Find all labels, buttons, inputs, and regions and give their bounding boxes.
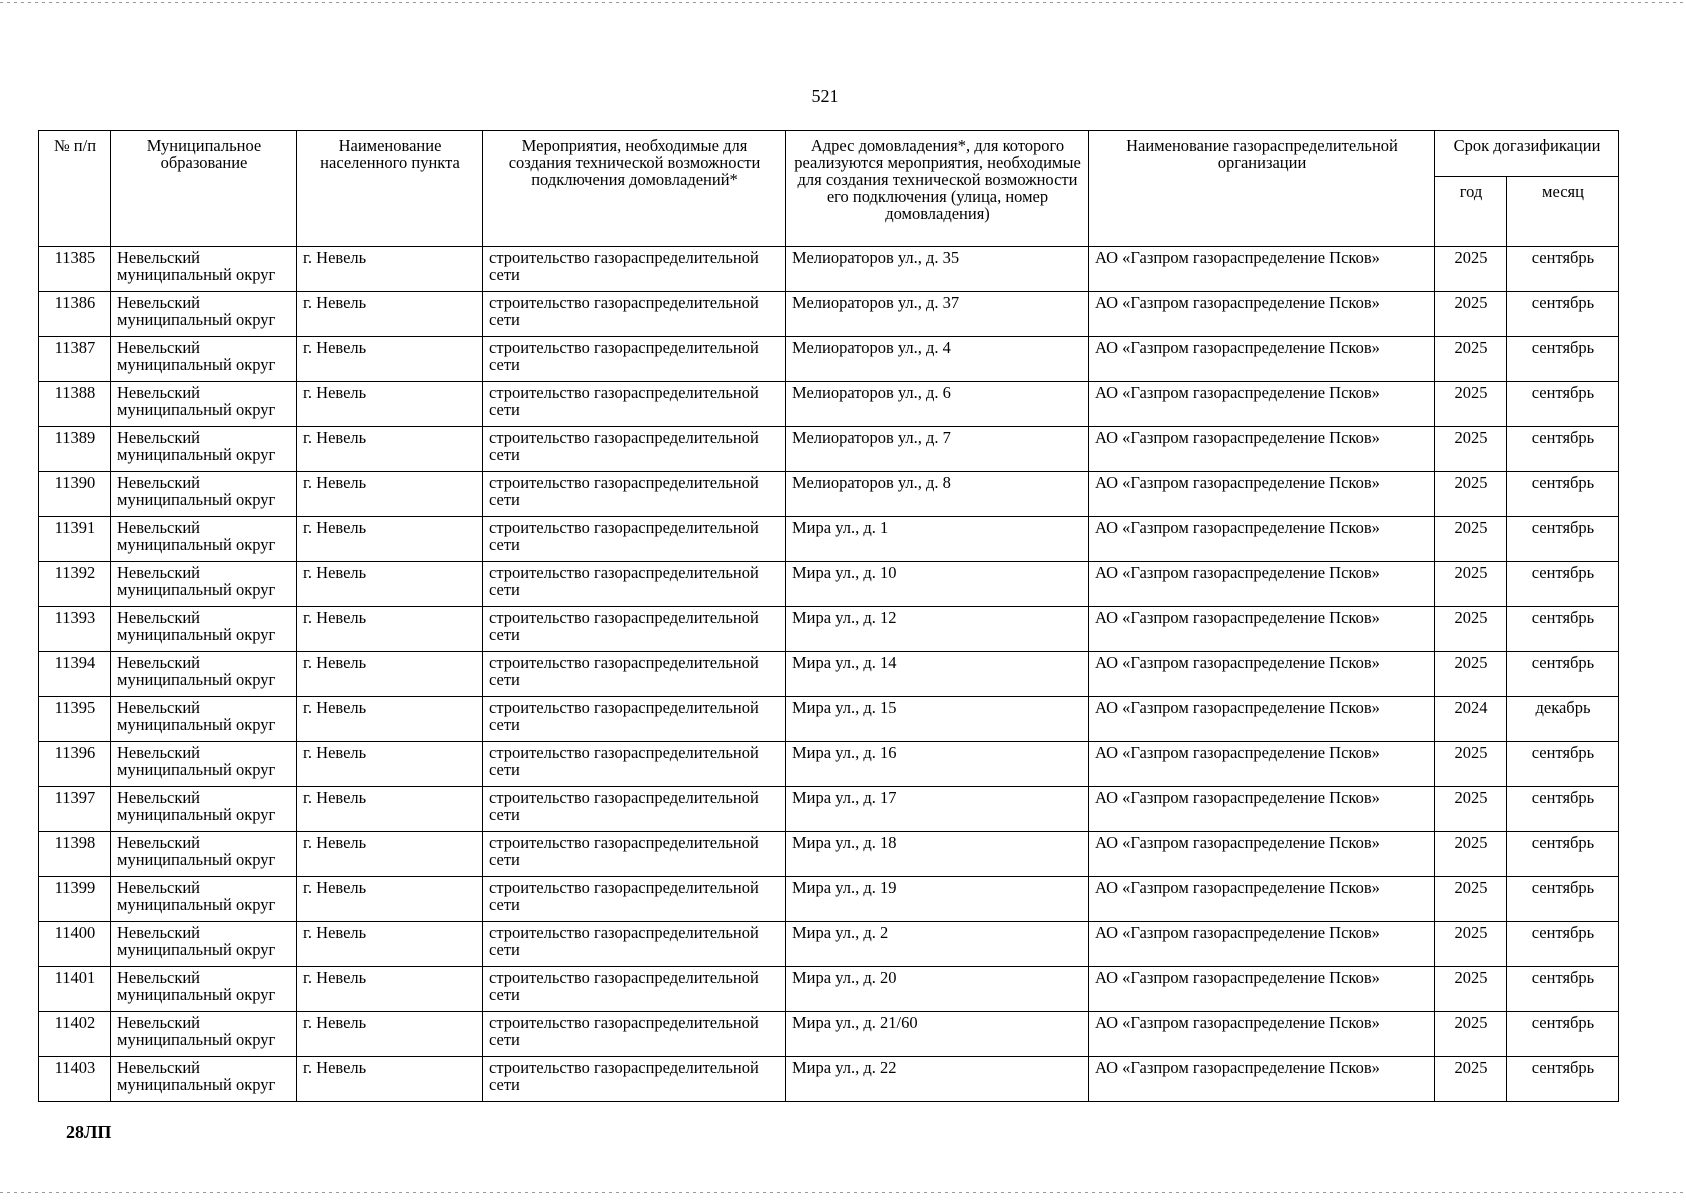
cell-organization: АО «Газпром газораспределение Псков» bbox=[1089, 292, 1435, 337]
header-organization: Наименование газораспределительной организации bbox=[1089, 131, 1435, 247]
cell-address: Мелиораторов ул., д. 8 bbox=[786, 472, 1089, 517]
cell-organization: АО «Газпром газораспределение Псков» bbox=[1089, 472, 1435, 517]
cell-organization: АО «Газпром газораспределение Псков» bbox=[1089, 607, 1435, 652]
cell-municipality: Невельский муниципальный округ bbox=[111, 337, 297, 382]
table-row bbox=[39, 652, 1619, 697]
cell-year: 2025 bbox=[1435, 472, 1507, 517]
cell-month: сентябрь bbox=[1507, 247, 1619, 292]
footer-code: 28ЛП bbox=[66, 1122, 112, 1142]
cell-year: 2025 bbox=[1435, 832, 1507, 877]
cell-address: Мелиораторов ул., д. 7 bbox=[786, 427, 1089, 472]
cell-settlement: г. Невель bbox=[297, 742, 483, 787]
table-row bbox=[39, 1057, 1619, 1102]
table-row bbox=[39, 922, 1619, 967]
cell-num: 11396 bbox=[39, 742, 111, 787]
cell-num: 11395 bbox=[39, 697, 111, 742]
cell-municipality: Невельский муниципальный округ bbox=[111, 742, 297, 787]
table-row bbox=[39, 382, 1619, 427]
cell-address: Мелиораторов ул., д. 35 bbox=[786, 247, 1089, 292]
cell-organization: АО «Газпром газораспределение Псков» bbox=[1089, 697, 1435, 742]
cell-num: 11387 bbox=[39, 337, 111, 382]
cell-month: сентябрь bbox=[1507, 427, 1619, 472]
cell-measures: строительство газораспределительной сети bbox=[483, 427, 786, 472]
cell-municipality: Невельский муниципальный округ bbox=[111, 247, 297, 292]
cell-settlement: г. Невель bbox=[297, 382, 483, 427]
cell-organization: АО «Газпром газораспределение Псков» bbox=[1089, 832, 1435, 877]
cell-organization: АО «Газпром газораспределение Псков» bbox=[1089, 337, 1435, 382]
cell-municipality: Невельский муниципальный округ bbox=[111, 382, 297, 427]
cell-address: Мелиораторов ул., д. 6 bbox=[786, 382, 1089, 427]
cell-address: Мира ул., д. 1 bbox=[786, 517, 1089, 562]
cell-settlement: г. Невель bbox=[297, 922, 483, 967]
cell-organization: АО «Газпром газораспределение Псков» bbox=[1089, 382, 1435, 427]
table-row bbox=[39, 472, 1619, 517]
cell-month: декабрь bbox=[1507, 697, 1619, 742]
cell-municipality: Невельский муниципальный округ bbox=[111, 877, 297, 922]
cell-month: сентябрь bbox=[1507, 562, 1619, 607]
table-body bbox=[39, 247, 1619, 1102]
cell-organization: АО «Газпром газораспределение Псков» bbox=[1089, 517, 1435, 562]
cell-measures: строительство газораспределительной сети bbox=[483, 967, 786, 1012]
cell-address: Мира ул., д. 15 bbox=[786, 697, 1089, 742]
cell-year: 2025 bbox=[1435, 742, 1507, 787]
cell-month: сентябрь bbox=[1507, 1057, 1619, 1102]
cell-settlement: г. Невель bbox=[297, 337, 483, 382]
cell-measures: строительство газораспределительной сети bbox=[483, 247, 786, 292]
cell-municipality: Невельский муниципальный округ bbox=[111, 1057, 297, 1102]
cell-num: 11398 bbox=[39, 832, 111, 877]
cell-organization: АО «Газпром газораспределение Псков» bbox=[1089, 967, 1435, 1012]
table-row bbox=[39, 832, 1619, 877]
cell-year: 2025 bbox=[1435, 562, 1507, 607]
cell-municipality: Невельский муниципальный округ bbox=[111, 697, 297, 742]
cell-settlement: г. Невель bbox=[297, 832, 483, 877]
cell-num: 11402 bbox=[39, 1012, 111, 1057]
cell-settlement: г. Невель bbox=[297, 292, 483, 337]
table-row bbox=[39, 427, 1619, 472]
cell-measures: строительство газораспределительной сети bbox=[483, 562, 786, 607]
cell-municipality: Невельский муниципальный округ bbox=[111, 832, 297, 877]
cell-organization: АО «Газпром газораспределение Псков» bbox=[1089, 877, 1435, 922]
cell-municipality: Невельский муниципальный округ bbox=[111, 652, 297, 697]
cell-settlement: г. Невель bbox=[297, 877, 483, 922]
scan-edge-bottom bbox=[0, 1192, 1686, 1193]
header-deadline: Срок догазификации bbox=[1435, 131, 1619, 177]
cell-settlement: г. Невель bbox=[297, 247, 483, 292]
scan-edge-top bbox=[0, 2, 1686, 3]
cell-year: 2025 bbox=[1435, 337, 1507, 382]
cell-num: 11397 bbox=[39, 787, 111, 832]
header-month: месяц bbox=[1507, 177, 1619, 247]
cell-municipality: Невельский муниципальный округ bbox=[111, 922, 297, 967]
cell-month: сентябрь bbox=[1507, 517, 1619, 562]
cell-measures: строительство газораспределительной сети bbox=[483, 607, 786, 652]
cell-month: сентябрь bbox=[1507, 652, 1619, 697]
cell-measures: строительство газораспределительной сети bbox=[483, 337, 786, 382]
table-row bbox=[39, 247, 1619, 292]
cell-settlement: г. Невель bbox=[297, 787, 483, 832]
cell-organization: АО «Газпром газораспределение Псков» bbox=[1089, 1057, 1435, 1102]
table-row bbox=[39, 607, 1619, 652]
cell-address: Мира ул., д. 10 bbox=[786, 562, 1089, 607]
cell-settlement: г. Невель bbox=[297, 652, 483, 697]
cell-year: 2025 bbox=[1435, 292, 1507, 337]
cell-year: 2025 bbox=[1435, 787, 1507, 832]
cell-settlement: г. Невель bbox=[297, 697, 483, 742]
cell-month: сентябрь bbox=[1507, 292, 1619, 337]
cell-settlement: г. Невель bbox=[297, 517, 483, 562]
cell-municipality: Невельский муниципальный округ bbox=[111, 787, 297, 832]
cell-measures: строительство газораспределительной сети bbox=[483, 292, 786, 337]
table-row bbox=[39, 697, 1619, 742]
cell-organization: АО «Газпром газораспределение Псков» bbox=[1089, 1012, 1435, 1057]
cell-year: 2025 bbox=[1435, 967, 1507, 1012]
cell-measures: строительство газораспределительной сети bbox=[483, 922, 786, 967]
header-year: год bbox=[1435, 177, 1507, 247]
cell-address: Мира ул., д. 12 bbox=[786, 607, 1089, 652]
cell-measures: строительство газораспределительной сети bbox=[483, 832, 786, 877]
cell-organization: АО «Газпром газораспределение Псков» bbox=[1089, 922, 1435, 967]
cell-measures: строительство газораспределительной сети bbox=[483, 382, 786, 427]
cell-month: сентябрь bbox=[1507, 967, 1619, 1012]
cell-organization: АО «Газпром газораспределение Псков» bbox=[1089, 247, 1435, 292]
gasification-table bbox=[38, 130, 1619, 1102]
cell-year: 2025 bbox=[1435, 1012, 1507, 1057]
cell-num: 11385 bbox=[39, 247, 111, 292]
table-row bbox=[39, 337, 1619, 382]
cell-month: сентябрь bbox=[1507, 787, 1619, 832]
cell-measures: строительство газораспределительной сети bbox=[483, 877, 786, 922]
cell-municipality: Невельский муниципальный округ bbox=[111, 562, 297, 607]
cell-num: 11394 bbox=[39, 652, 111, 697]
header-num: № п/п bbox=[39, 131, 111, 247]
cell-organization: АО «Газпром газораспределение Псков» bbox=[1089, 787, 1435, 832]
cell-settlement: г. Невель bbox=[297, 967, 483, 1012]
cell-year: 2025 bbox=[1435, 247, 1507, 292]
cell-municipality: Невельский муниципальный округ bbox=[111, 1012, 297, 1057]
cell-num: 11393 bbox=[39, 607, 111, 652]
cell-year: 2025 bbox=[1435, 1057, 1507, 1102]
cell-month: сентябрь bbox=[1507, 382, 1619, 427]
cell-num: 11401 bbox=[39, 967, 111, 1012]
cell-municipality: Невельский муниципальный округ bbox=[111, 427, 297, 472]
cell-measures: строительство газораспределительной сети bbox=[483, 472, 786, 517]
cell-organization: АО «Газпром газораспределение Псков» bbox=[1089, 562, 1435, 607]
cell-address: Мира ул., д. 21/60 bbox=[786, 1012, 1089, 1057]
table-row bbox=[39, 1012, 1619, 1057]
cell-month: сентябрь bbox=[1507, 337, 1619, 382]
cell-address: Мелиораторов ул., д. 37 bbox=[786, 292, 1089, 337]
cell-year: 2025 bbox=[1435, 382, 1507, 427]
cell-municipality: Невельский муниципальный округ bbox=[111, 517, 297, 562]
cell-year: 2025 bbox=[1435, 427, 1507, 472]
cell-year: 2025 bbox=[1435, 877, 1507, 922]
cell-address: Мира ул., д. 14 bbox=[786, 652, 1089, 697]
table-row bbox=[39, 967, 1619, 1012]
cell-address: Мира ул., д. 20 bbox=[786, 967, 1089, 1012]
cell-settlement: г. Невель bbox=[297, 1057, 483, 1102]
cell-settlement: г. Невель bbox=[297, 472, 483, 517]
cell-municipality: Невельский муниципальный округ bbox=[111, 967, 297, 1012]
cell-address: Мира ул., д. 16 bbox=[786, 742, 1089, 787]
header-settlement: Наименование населенного пункта bbox=[297, 131, 483, 247]
cell-municipality: Невельский муниципальный округ bbox=[111, 607, 297, 652]
cell-address: Мира ул., д. 22 bbox=[786, 1057, 1089, 1102]
cell-organization: АО «Газпром газораспределение Псков» bbox=[1089, 652, 1435, 697]
cell-measures: строительство газораспределительной сети bbox=[483, 517, 786, 562]
header-measures: Мероприятия, необходимые для создания технической возможности подключения домовладений* bbox=[483, 131, 786, 247]
cell-measures: строительство газораспределительной сети bbox=[483, 787, 786, 832]
header-address: Адрес домовладения*, для которого реализуются мероприятия, необходимые для создания технической возможности его подключения (улица, номер домовладения) bbox=[786, 131, 1089, 247]
cell-organization: АО «Газпром газораспределение Псков» bbox=[1089, 427, 1435, 472]
page-number: 521 bbox=[811, 86, 839, 106]
cell-num: 11386 bbox=[39, 292, 111, 337]
cell-municipality: Невельский муниципальный округ bbox=[111, 472, 297, 517]
cell-month: сентябрь bbox=[1507, 472, 1619, 517]
cell-settlement: г. Невель bbox=[297, 1012, 483, 1057]
cell-month: сентябрь bbox=[1507, 607, 1619, 652]
cell-address: Мира ул., д. 17 bbox=[786, 787, 1089, 832]
cell-num: 11399 bbox=[39, 877, 111, 922]
cell-num: 11391 bbox=[39, 517, 111, 562]
table-row bbox=[39, 562, 1619, 607]
cell-num: 11400 bbox=[39, 922, 111, 967]
cell-address: Мира ул., д. 18 bbox=[786, 832, 1089, 877]
table-row bbox=[39, 877, 1619, 922]
cell-num: 11388 bbox=[39, 382, 111, 427]
header-municipality: Муниципальное образование bbox=[111, 131, 297, 247]
cell-num: 11389 bbox=[39, 427, 111, 472]
cell-year: 2024 bbox=[1435, 697, 1507, 742]
cell-settlement: г. Невель bbox=[297, 427, 483, 472]
cell-year: 2025 bbox=[1435, 607, 1507, 652]
cell-address: Мелиораторов ул., д. 4 bbox=[786, 337, 1089, 382]
table-row bbox=[39, 292, 1619, 337]
cell-num: 11403 bbox=[39, 1057, 111, 1102]
cell-year: 2025 bbox=[1435, 652, 1507, 697]
cell-municipality: Невельский муниципальный округ bbox=[111, 292, 297, 337]
cell-month: сентябрь bbox=[1507, 1012, 1619, 1057]
table-row bbox=[39, 787, 1619, 832]
cell-settlement: г. Невель bbox=[297, 607, 483, 652]
cell-year: 2025 bbox=[1435, 922, 1507, 967]
cell-measures: строительство газораспределительной сети bbox=[483, 742, 786, 787]
cell-month: сентябрь bbox=[1507, 877, 1619, 922]
cell-num: 11390 bbox=[39, 472, 111, 517]
cell-address: Мира ул., д. 19 bbox=[786, 877, 1089, 922]
cell-num: 11392 bbox=[39, 562, 111, 607]
cell-measures: строительство газораспределительной сети bbox=[483, 652, 786, 697]
cell-month: сентябрь bbox=[1507, 742, 1619, 787]
table-row bbox=[39, 517, 1619, 562]
table-row bbox=[39, 742, 1619, 787]
cell-address: Мира ул., д. 2 bbox=[786, 922, 1089, 967]
cell-month: сентябрь bbox=[1507, 922, 1619, 967]
cell-year: 2025 bbox=[1435, 517, 1507, 562]
cell-settlement: г. Невель bbox=[297, 562, 483, 607]
cell-measures: строительство газораспределительной сети bbox=[483, 697, 786, 742]
cell-month: сентябрь bbox=[1507, 832, 1619, 877]
cell-measures: строительство газораспределительной сети bbox=[483, 1057, 786, 1102]
cell-organization: АО «Газпром газораспределение Псков» bbox=[1089, 742, 1435, 787]
cell-measures: строительство газораспределительной сети bbox=[483, 1012, 786, 1057]
